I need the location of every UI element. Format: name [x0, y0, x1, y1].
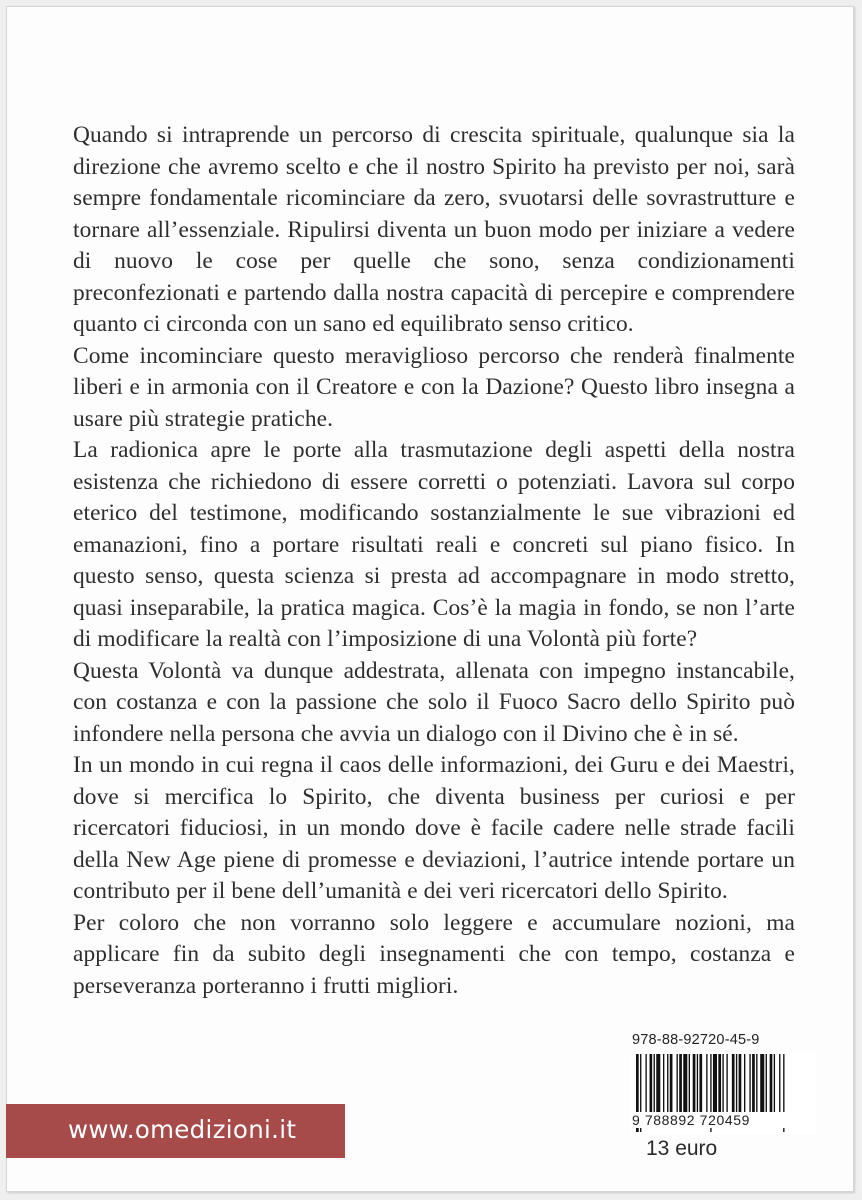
blurb-paragraph-6: Per coloro che non vorranno solo leggere e accumulare nozioni, ma applicare fin da subito degli insegnamenti che con tempo, costanza e perseveranza porteranno i frutti migliori.: [73, 909, 795, 999]
barcode-digits: 9 788892 720459: [630, 1112, 816, 1128]
price-label: 13 euro: [646, 1137, 718, 1160]
publisher-url[interactable]: www.omedizioni.it: [68, 1115, 297, 1144]
back-cover: [6, 6, 854, 1192]
isbn-number: 978-88-92720-45-9: [632, 1032, 760, 1048]
blurb-paragraph-3: La radionica apre le porte alla trasmutazione degli aspetti della nostra esistenza che richiedono di essere corretti o potenziati. Lavora sul corpo eterico del testimone, modificando sostanzialmente le sue vibrazioni ed emanazioni, fino a portare risultati reali e concreti sul piano fisico. In questo senso, questa scienza si presta ad accompagnare in modo stretto, quasi inseparabile, la pratica magica. Cos’è la magia in fondo, se non l’arte di modificare la realtà con l’imposizione di una Volontà più forte?: [73, 437, 795, 652]
blurb-paragraph-4: Questa Volontà va dunque addestrata, allenata con impegno instancabile, con costanza e con la passione che solo il Fuoco Sacro dello Spirito può infondere nella persona che avvia un dialogo con il Divino che è in sé.: [73, 657, 795, 747]
blurb-paragraph-5: In un mondo in cui regna il caos delle informazioni, dei Guru e dei Maestri, dove si mercifica lo Spirito, che diventa business per curiosi e per ricercatori fiduciosi, in un mondo dove è facile cadere nelle strade facili della New Age piene di promesse e deviazioni, l’autrice intende portare un contributo per il bene dell’umanità e dei veri ricercatori dello Spirito.: [73, 752, 795, 904]
publisher-bar: [6, 1104, 345, 1158]
blurb-paragraph-2: Come incominciare questo meraviglioso percorso che renderà finalmente liberi e in armonia con il Creatore e con la Dazione? Questo libro insegna a usare più strategie pratiche.: [73, 342, 795, 432]
blurb-paragraph-1: Quando si intraprende un percorso di crescita spirituale, qualunque sia la direzione che avremo scelto e che il nostro Spirito ha previsto per noi, sarà sempre fondamentale ricominciare da zero, svuotarsi delle sovrastrutture e tornare all’essenziale. Ripulirsi diventa un buon modo per iniziare a vedere di nuovo le cose per quelle che sono, senza condizionamenti preconfezionati e partendo dalla nostra capacità di percepire e comprendere quanto ci circonda con un sano ed equilibrato senso critico.: [73, 122, 795, 337]
back-cover-blurb: [73, 120, 795, 1002]
